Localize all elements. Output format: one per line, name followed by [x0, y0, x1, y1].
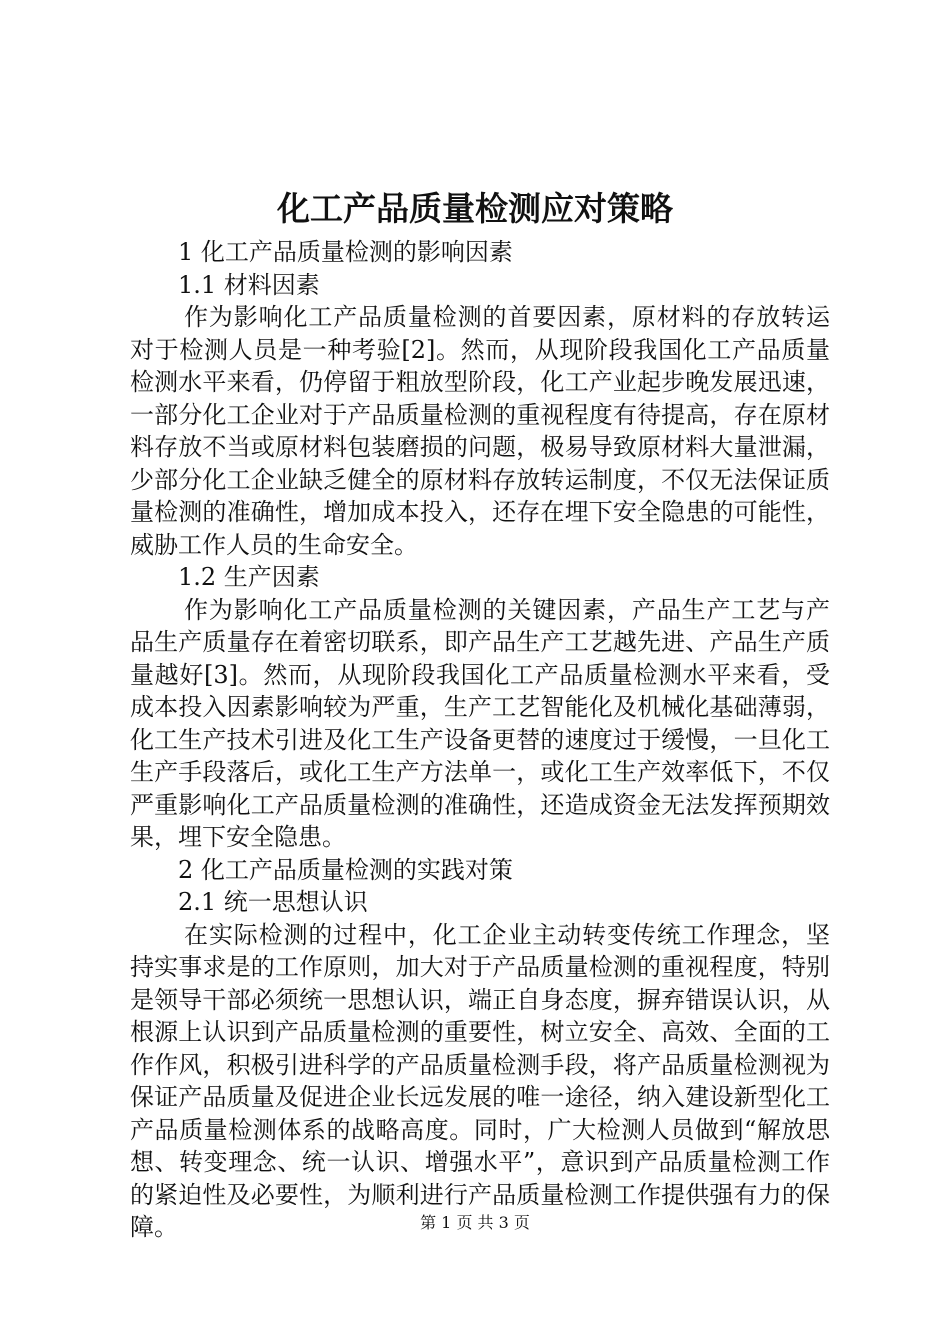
subsection-heading-1-2: 1.2 生产因素	[178, 563, 320, 591]
paragraph-production-factors: 作为影响化工产品质量检测的关键因素，产品生产工艺与产品生产质量存在着密切联系，即产品生产工艺越先进、产品生产质量越好[3]。然而，从现阶段我国化工产品质量检测水平来看，受成本投入因素影响较为严重，生产工艺智能化及机械化基础薄弱，化工生产技术引进及化工生产设备更替的速度过于缓慢，一旦化工生产手段落后，或化工生产方法单一，或化工生产效率低下，不仅严重影响化工产品质量检测的准确性，还造成资金无法发挥预期效果，埋下安全隐患。	[130, 595, 830, 851]
document-title: 化工产品质量检测应对策略	[277, 189, 673, 228]
subsection-heading-1-1: 1.1 材料因素	[178, 270, 320, 299]
paragraph-unify-thinking: 在实际检测的过程中，化工企业主动转变传统工作理念，坚持实事求是的工作原则，加大对于产品质量检测的重视程度，特别是领导干部必须统一思想认识，端正自身态度，摒弃错误认识，从根源上认识到产品质量检测的重要性，树立安全、高效、全面的工作作风，积极引进科学的产品质量检测手段，将产品质量检测视为保证产品质量及促进企业长远发展的唯一途径，纳入建设新型化工产品质量检测体系的战略高度。同时，广大检测人员做到“解放思想、转变理念、统一认识、增强水平”，意识到产品质量检测工作的紧迫性及必要性，为顺利进行产品质量检测工作提供强有力的保障。	[130, 920, 830, 1241]
section-heading-1: 1 化工产品质量检测的影响因素	[178, 238, 513, 266]
document-body	[130, 236, 830, 1244]
subsection-heading-2-1: 2.1 统一思想认识	[178, 888, 368, 916]
paragraph-material-factors: 作为影响化工产品质量检测的首要因素，原材料的存放转运对于检测人员是一种考验[2]。然而，从现阶段我国化工产品质量检测水平来看，仍停留于粗放型阶段，化工产业起步晚发展迅速，一部分化工企业对于产品质量检测的重视程度有待提高，存在原材料存放不当或原材料包装磨损的问题，极易导致原材料大量泄漏，少部分化工企业缺乏健全的原材料存放转运制度，不仅无法保证质量检测的准确性，增加成本投入，还存在埋下安全隐患的可能性，威胁工作人员的生命安全。	[130, 303, 830, 559]
page-footer: 第 1 页 共 3 页	[420, 1213, 530, 1232]
section-heading-2: 2 化工产品质量检测的实践对策	[178, 855, 513, 884]
